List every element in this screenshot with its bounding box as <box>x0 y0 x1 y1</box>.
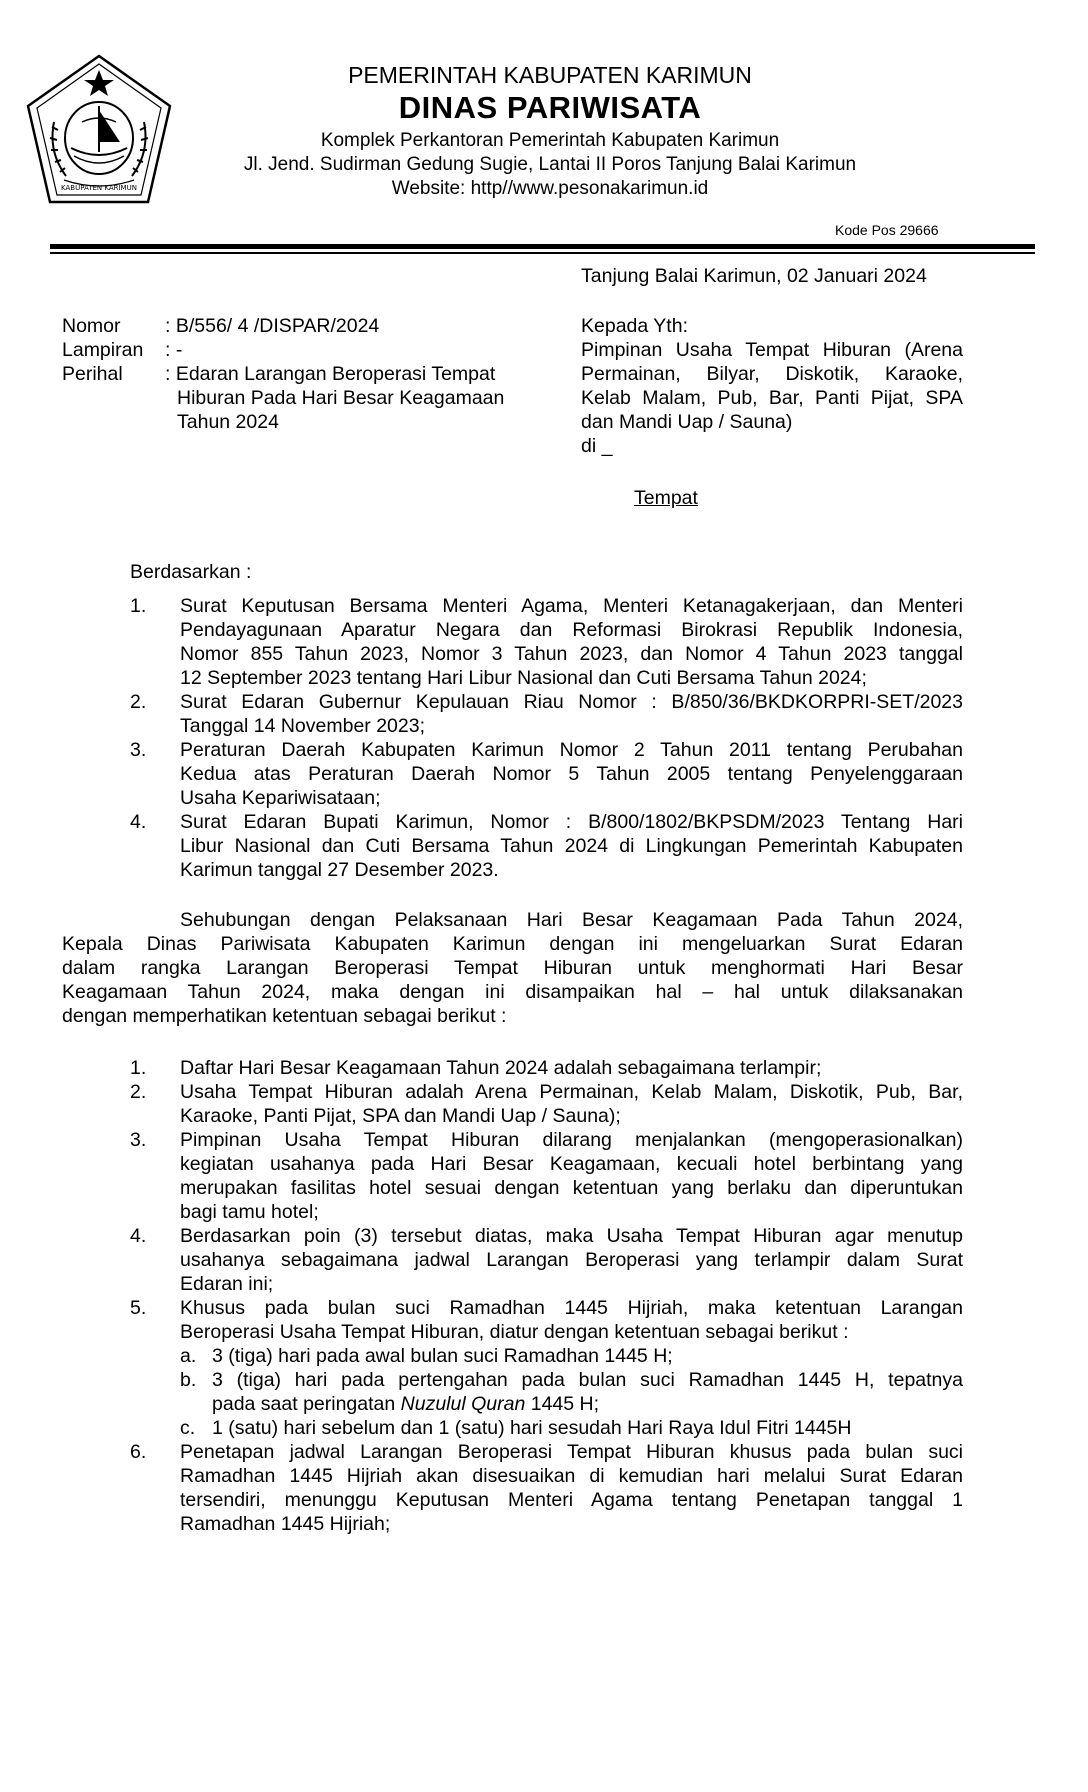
list-item-number: 4. <box>130 1225 147 1247</box>
paragraph-line: Kepala Dinas Pariwisata Kabupaten Karimun dengan ini mengeluarkan Surat Edaran <box>62 933 963 955</box>
list-item-number: 2. <box>130 1081 147 1103</box>
recipient-line: Pimpinan Usaha Tempat Hiburan (Arena <box>581 339 963 361</box>
list-item-line: Surat Edaran Bupati Karimun, Nomor : B/800/1802/BKPSDM/2023 Tentang Hari <box>180 811 963 833</box>
list-item-line: Kedua atas Peraturan Daerah Nomor 5 Tahun 2005 tentang Penyelenggaraan <box>180 763 963 785</box>
sub-item-line: 3 (tiga) hari pada pertengahan pada bulan suci Ramadhan 1445 H, tepatnya <box>212 1369 963 1391</box>
list-item-line: Pendayagunaan Aparatur Negara dan Reformasi Birokrasi Republik Indonesia, <box>180 619 963 641</box>
list-item-line: Usaha Kepariwisataan; <box>180 787 381 809</box>
recipient-line: Kelab Malam, Pub, Bar, Panti Pijat, SPA <box>581 387 963 409</box>
list-item-number: 6. <box>130 1441 147 1463</box>
header-rule-thin <box>50 252 1035 254</box>
perihal-label: Perihal <box>62 363 123 385</box>
list-item-line: Surat Edaran Gubernur Kepulauan Riau Nomor : B/850/36/BKDKORPRI-SET/2023 <box>180 691 963 713</box>
list-item-number: 1. <box>130 595 147 617</box>
list-item <box>180 810 963 882</box>
nuzulul-quran-italic: Nuzulul Quran <box>400 1393 526 1415</box>
paragraph-line: dengan memperhatikan ketentuan sebagai berikut : <box>62 1005 507 1027</box>
sub-item: 1 (satu) hari sebelum dan 1 (satu) hari sesudah Hari Raya Idul Fitri 1445H <box>212 1417 852 1439</box>
list-item <box>180 594 963 690</box>
recipient-salutation: Kepada Yth: <box>581 315 688 337</box>
svg-text:KABUPATEN KARIMUN: KABUPATEN KARIMUN <box>61 184 137 192</box>
list-item <box>180 1224 963 1296</box>
perihal-line: Tahun 2024 <box>177 411 279 433</box>
list-item-line: Ramadhan 1445 Hijriah; <box>180 1513 391 1535</box>
perihal-line: : Edaran Larangan Beroperasi Tempat <box>165 363 496 385</box>
list-item-line: Surat Keputusan Bersama Menteri Agama, Menteri Ketanagakerjaan, dan Menteri <box>180 595 963 617</box>
perihal-line: Hiburan Pada Hari Besar Keagamaan <box>177 387 505 409</box>
list-item-line: Libur Nasional dan Cuti Bersama Tahun 2024 di Lingkungan Pemerintah Kabupaten <box>180 835 963 857</box>
recipient-line: dan Mandi Uap / Sauna) <box>581 411 793 433</box>
list-item-line: Penetapan jadwal Larangan Beroperasi Tempat Hiburan khusus pada bulan suci <box>180 1441 963 1463</box>
list-item <box>180 1440 963 1536</box>
list-item-line: tersendiri, menunggu Keputusan Menteri Agama tentang Penetapan tanggal 1 <box>180 1489 963 1511</box>
recipient-di: di _ <box>581 435 613 457</box>
address-line-1: Komplek Perkantoran Pemerintah Kabupaten Karimun <box>320 130 780 151</box>
list-item-line: Usaha Tempat Hiburan adalah Arena Permainan, Kelab Malam, Diskotik, Pub, Bar, <box>180 1081 963 1103</box>
basis-intro: Berdasarkan : <box>130 561 252 583</box>
lampiran-label: Lampiran <box>62 339 144 361</box>
sub-item-text: 1445 H; <box>525 1393 600 1415</box>
list-item-line: Khusus pada bulan suci Ramadhan 1445 Hijriah, maka ketentuan Larangan <box>180 1297 963 1319</box>
list-item <box>180 690 963 738</box>
paragraph-line: Keagamaan Tahun 2024, maka dengan ini disampaikan hal – hal untuk dilaksanakan <box>62 981 963 1003</box>
list-item-line: Karaoke, Panti Pijat, SPA dan Mandi Uap / Sauna); <box>180 1105 621 1127</box>
list-item-number: 3. <box>130 739 147 761</box>
list-item-line: usahanya sebagaimana jadwal Larangan Beroperasi yang terlampir dalam Surat <box>180 1249 963 1271</box>
list-item-number: 1. <box>130 1057 147 1079</box>
paragraph-line: Sehubungan dengan Pelaksanaan Hari Besar Keagamaan Pada Tahun 2024, <box>180 909 963 931</box>
list-item-line: bagi tamu hotel; <box>180 1201 319 1223</box>
paragraph-line: dalam rangka Larangan Beroperasi Tempat Hiburan untuk menghormati Hari Besar <box>62 957 963 979</box>
agency-name: DINAS PARIWISATA <box>398 90 702 125</box>
body-paragraph <box>62 908 963 1028</box>
sub-item-line <box>212 1392 963 1416</box>
lampiran-value: : - <box>165 339 183 361</box>
postal-code: Kode Pos 29666 <box>835 222 939 238</box>
list-item-number: 5. <box>130 1297 147 1319</box>
recipient-line: Permainan, Bilyar, Diskotik, Karaoke, <box>581 363 963 385</box>
place-date: Tanjung Balai Karimun, 02 Januari 2024 <box>581 265 927 287</box>
list-item-number: 4. <box>130 811 147 833</box>
website: Website: http//www.pesonakarimun.id <box>391 178 709 199</box>
sub-item-letter: b. <box>180 1369 197 1391</box>
list-item-line: Nomor 855 Tahun 2023, Nomor 3 Tahun 2023, dan Nomor 4 Tahun 2023 tanggal <box>180 643 963 665</box>
sub-item-letter: c. <box>180 1417 196 1439</box>
list-item <box>180 738 963 810</box>
sub-item <box>212 1368 963 1416</box>
nomor-value: : B/556/ 4 /DISPAR/2024 <box>165 315 380 337</box>
list-item-number: 3. <box>130 1129 147 1151</box>
sub-item: 3 (tiga) hari pada awal bulan suci Ramadhan 1445 H; <box>212 1345 673 1367</box>
list-item-line: merupakan fasilitas hotel sesuai dengan ketentuan yang berlaku dan diperuntukan <box>180 1177 963 1199</box>
list-item-line: Beroperasi Usaha Tempat Hiburan, diatur dengan ketentuan sebagai berikut : <box>180 1321 849 1343</box>
recipient-lines <box>581 338 963 434</box>
list-item-number: 2. <box>130 691 147 713</box>
list-item <box>180 1128 963 1224</box>
list-item-line: 12 September 2023 tentang Hari Libur Nasional dan Cuti Bersama Tahun 2024; <box>180 667 867 689</box>
list-item <box>180 1296 963 1344</box>
list-item-line: Pimpinan Usaha Tempat Hiburan dilarang menjalankan (mengoperasionalkan) <box>180 1129 963 1151</box>
recipient-tempat: Tempat <box>634 487 698 509</box>
nomor-label: Nomor <box>62 315 121 337</box>
list-item-line: Ramadhan 1445 Hijriah akan disesuaikan di kemudian hari melalui Surat Edaran <box>180 1465 963 1487</box>
list-item-line: kegiatan usahanya pada Hari Besar Keagamaan, kecuali hotel berbintang yang <box>180 1153 963 1175</box>
list-item-line: Berdasarkan poin (3) tersebut diatas, maka Usaha Tempat Hiburan agar menutup <box>180 1225 963 1247</box>
regency-emblem-logo <box>24 52 174 208</box>
address-line-2: Jl. Jend. Sudirman Gedung Sugie, Lantai II Poros Tanjung Balai Karimun <box>243 154 857 175</box>
header-rule-thick <box>50 244 1035 249</box>
sub-item-text: pada saat peringatan <box>212 1393 401 1415</box>
list-item-line: Edaran ini; <box>180 1273 274 1295</box>
sub-item-letter: a. <box>180 1345 197 1367</box>
list-item: Daftar Hari Besar Keagamaan Tahun 2024 adalah sebagaimana terlampir; <box>180 1057 822 1079</box>
government-name: PEMERINTAH KABUPATEN KARIMUN <box>348 62 752 88</box>
list-item-line: Karimun tanggal 27 Desember 2023. <box>180 859 499 881</box>
list-item <box>180 1080 963 1128</box>
list-item-line: Peraturan Daerah Kabupaten Karimun Nomor 2 Tahun 2011 tentang Perubahan <box>180 739 963 761</box>
list-item-line: Tanggal 14 November 2023; <box>180 715 425 737</box>
